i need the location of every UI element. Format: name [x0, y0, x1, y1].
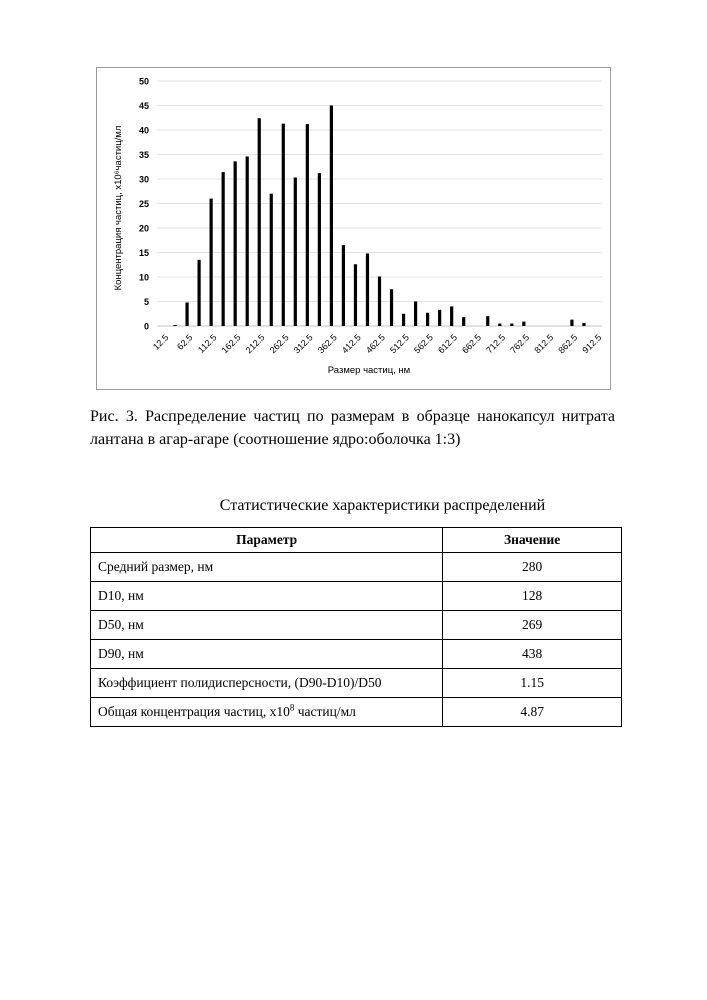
y-tick-label: 5 — [144, 297, 149, 307]
bar-362.5 — [330, 106, 333, 327]
bar-737.5 — [510, 324, 513, 326]
caption-line-1: Рис. 3. Распределение частиц по размерам в образце нанокапсул нитрата — [90, 405, 615, 428]
param-cell: Коэффициент полидисперсности, (D90-D10)/D50 — [91, 669, 443, 698]
bar-487.5 — [390, 289, 393, 326]
header-parameter: Параметр — [91, 528, 443, 553]
bar-chart — [96, 67, 611, 390]
bar-587.5 — [438, 310, 441, 326]
bar-87.5 — [197, 260, 200, 326]
bar-287.5 — [294, 178, 297, 326]
x-tick-label: 862.5 — [556, 332, 579, 355]
header-value: Значение — [443, 528, 622, 553]
param-cell: D50, нм — [91, 611, 443, 640]
bar-537.5 — [414, 302, 417, 327]
table-title: Статистические характеристики распределений — [90, 497, 675, 515]
x-tick-label: 512.5 — [388, 332, 411, 355]
table-row — [91, 698, 622, 727]
bar-387.5 — [342, 245, 345, 326]
table-row — [91, 611, 622, 640]
y-axis-title: Концентрация частиц, x10⁶частиц/мл — [113, 126, 124, 291]
value-cell: 438 — [443, 640, 622, 669]
y-tick-label: 40 — [139, 126, 149, 136]
bar-212.5 — [258, 118, 261, 326]
bars — [173, 106, 585, 327]
x-tick-label: 462.5 — [364, 332, 387, 355]
x-tick-label: 712.5 — [484, 332, 507, 355]
bar-862.5 — [570, 320, 573, 326]
param-cell: D90, нм — [91, 640, 443, 669]
x-tick-label: 12.5 — [151, 332, 170, 351]
y-tick-label: 35 — [139, 150, 149, 160]
x-tick-label: 62.5 — [175, 332, 194, 351]
figure-caption — [90, 405, 615, 451]
bar-612.5 — [450, 306, 453, 326]
x-tick-label: 162.5 — [220, 332, 243, 355]
bar-512.5 — [402, 314, 405, 326]
table-header-row — [91, 528, 622, 553]
x-tick-label: 912.5 — [580, 332, 603, 355]
bar-637.5 — [462, 317, 465, 326]
bar-562.5 — [426, 313, 429, 326]
bar-137.5 — [222, 172, 225, 326]
y-tick-label: 25 — [139, 199, 149, 209]
y-tick-labels — [139, 77, 149, 332]
bar-462.5 — [378, 277, 381, 326]
x-tick-labels — [151, 332, 603, 355]
y-tick-label: 30 — [139, 175, 149, 185]
param-text: Общая концентрация частиц, x10 — [98, 704, 290, 719]
bar-187.5 — [246, 156, 249, 326]
x-tick-label: 212.5 — [244, 332, 267, 355]
param-cell: Средний размер, нм — [91, 553, 443, 582]
y-tick-label: 0 — [144, 322, 149, 332]
bar-62.5 — [185, 302, 188, 326]
param-cell: D10, нм — [91, 582, 443, 611]
bar-112.5 — [210, 199, 213, 326]
bar-887.5 — [582, 323, 585, 326]
bar-412.5 — [354, 264, 357, 326]
x-tick-label: 362.5 — [316, 332, 339, 355]
table-row — [91, 640, 622, 669]
x-tick-label: 312.5 — [292, 332, 315, 355]
param-unit: частиц/мл — [294, 704, 356, 719]
bar-762.5 — [522, 322, 525, 326]
value-cell: 280 — [443, 553, 622, 582]
statistics-table — [90, 527, 622, 727]
x-tick-label: 562.5 — [412, 332, 435, 355]
bar-237.5 — [270, 194, 273, 326]
x-tick-label: 112.5 — [196, 332, 219, 355]
param-exponent: 8 — [290, 703, 295, 713]
value-cell: 269 — [443, 611, 622, 640]
value-cell: 4.87 — [443, 698, 622, 727]
y-tick-label: 20 — [139, 224, 149, 234]
bar-437.5 — [366, 253, 369, 326]
param-cell — [91, 698, 443, 727]
bar-312.5 — [306, 124, 309, 326]
x-tick-label: 762.5 — [508, 332, 531, 355]
y-tick-label: 50 — [139, 77, 149, 87]
x-tick-label: 812.5 — [532, 332, 555, 355]
y-tick-label: 15 — [139, 248, 149, 258]
bar-262.5 — [282, 124, 285, 326]
x-axis-title: Размер частиц, нм — [328, 365, 410, 376]
x-tick-label: 262.5 — [268, 332, 291, 355]
bar-337.5 — [318, 173, 321, 326]
value-cell: 1.15 — [443, 669, 622, 698]
bar-37.5 — [173, 325, 176, 326]
y-tick-label: 45 — [139, 101, 149, 111]
caption-line-2: лантана в агар-агаре (соотношение ядро:оболочка 1:3) — [90, 428, 615, 451]
y-tick-label: 10 — [139, 273, 149, 283]
bar-687.5 — [486, 316, 489, 326]
table-row — [91, 669, 622, 698]
x-tick-label: 412.5 — [340, 332, 363, 355]
table-row — [91, 582, 622, 611]
bar-162.5 — [234, 161, 237, 326]
x-tick-label: 612.5 — [436, 332, 459, 355]
x-tick-label: 662.5 — [460, 332, 483, 355]
table-row — [91, 553, 622, 582]
bar-712.5 — [498, 324, 501, 326]
value-cell: 128 — [443, 582, 622, 611]
chart-canvas — [97, 68, 612, 391]
